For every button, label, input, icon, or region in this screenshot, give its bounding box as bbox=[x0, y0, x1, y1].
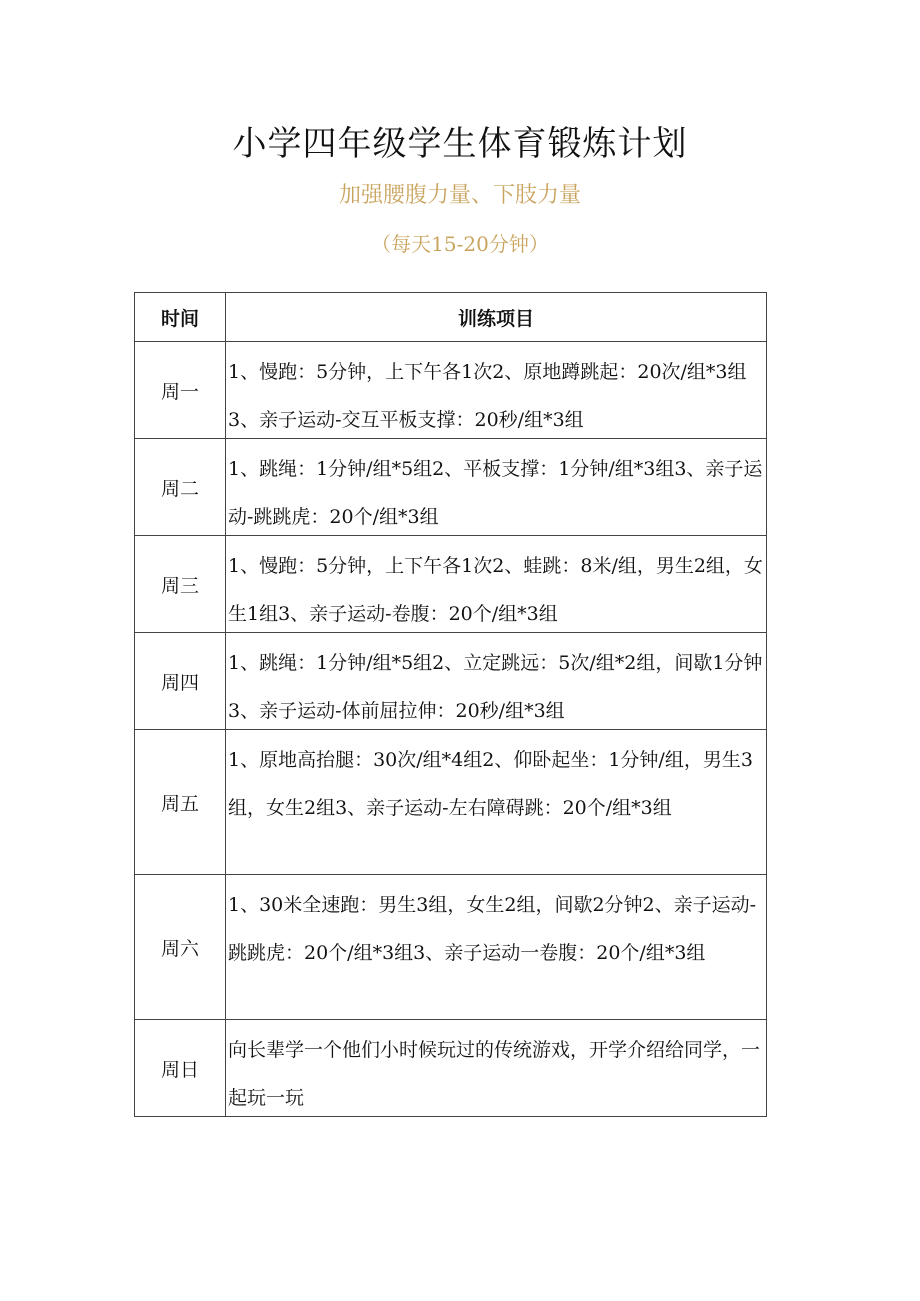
training-plan-table bbox=[134, 292, 767, 1117]
table-row bbox=[135, 875, 767, 1020]
day-cell: 周日 bbox=[135, 1020, 226, 1117]
content-text: 1、原地高抬腿：30次/组*4组2、仰卧起坐：1分钟/组，男生3组，女生2组3、亲子运动-左右障碍跳：20个/组*3组 bbox=[228, 749, 753, 819]
content-text: 1、慢跑：5分钟，上下午各1次2、原地蹲跳起：20次/组*3组3、亲子运动-交互平板支撑：20秒/组*3组 bbox=[228, 361, 747, 431]
content-text: 1、30米全速跑：男生3组，女生2组，间歇2分钟2、亲子运动-跳跳虎：20个/组*3组3、亲子运动一卷腹：20个/组*3组 bbox=[228, 894, 757, 964]
content-cell bbox=[226, 633, 767, 730]
content-cell bbox=[226, 730, 767, 875]
document-title: 小学四年级学生体育锻炼计划 bbox=[232, 124, 688, 164]
day-cell: 周五 bbox=[135, 730, 226, 875]
document-subtitle: 加强腰腹力量、下肢力量 bbox=[338, 183, 581, 208]
content-cell bbox=[226, 875, 767, 1020]
table-row bbox=[135, 439, 767, 536]
day-cell: 周一 bbox=[135, 342, 226, 439]
day-cell: 周四 bbox=[135, 633, 226, 730]
day-cell: 周三 bbox=[135, 536, 226, 633]
content-cell bbox=[226, 342, 767, 439]
content-cell bbox=[226, 536, 767, 633]
content-text: 1、慢跑：5分钟，上下午各1次2、蛙跳：8米/组，男生2组，女生1组3、亲子运动-卷腹：20个/组*3组 bbox=[228, 555, 763, 625]
table-row bbox=[135, 1020, 767, 1117]
content-text: 1、跳绳：1分钟/组*5组2、立定跳远：5次/组*2组，间歇1分钟3、亲子运动-体前屈拉伸：20秒/组*3组 bbox=[228, 652, 763, 722]
table-header-row bbox=[135, 293, 767, 342]
content-cell bbox=[226, 1020, 767, 1117]
table-row bbox=[135, 342, 767, 439]
content-text: 向长辈学一个他们小时候玩过的传统游戏，开学介绍给同学，一起玩一玩 bbox=[228, 1039, 761, 1109]
day-cell: 周六 bbox=[135, 875, 226, 1020]
day-cell: 周二 bbox=[135, 439, 226, 536]
content-cell bbox=[226, 439, 767, 536]
table-row bbox=[135, 633, 767, 730]
table-row bbox=[135, 536, 767, 633]
table-row bbox=[135, 730, 767, 875]
content-text: 1、跳绳：1分钟/组*5组2、平板支撑：1分钟/组*3组3、亲子运动-跳跳虎：20个/组*3组 bbox=[228, 458, 763, 528]
header-training-items: 训练项目 bbox=[226, 293, 767, 342]
duration-note: （每天15-20分钟） bbox=[371, 232, 549, 256]
header-time: 时间 bbox=[135, 293, 226, 342]
